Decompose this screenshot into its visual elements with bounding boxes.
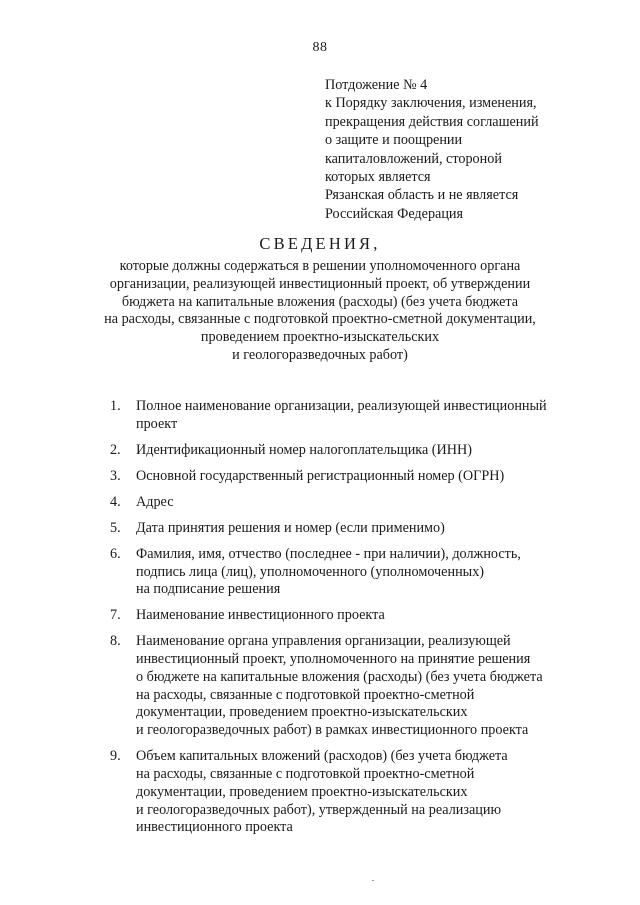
- list-item-line: и геологоразведочных работ) в рамках инвестиционного проекта: [136, 722, 529, 739]
- list-item-line: подпись лица (лиц), уполномоченного (уполномоченных): [136, 563, 485, 580]
- appendix-line: которых является: [325, 169, 431, 186]
- list-item: [110, 494, 540, 512]
- list-item: [110, 520, 540, 538]
- list-item-line: на расходы, связанные с подготовкой проектно-сметной: [136, 686, 475, 703]
- scan-mark: [372, 880, 374, 881]
- subtitle-line: которые должны содержаться в решении уполномоченного органа: [119, 258, 521, 274]
- list-item-line: Идентификационный номер налогоплательщика (ИНН): [136, 441, 472, 458]
- document-subtitle: [0, 258, 640, 365]
- list-item-text: [136, 494, 540, 512]
- list-item-line: Дата принятия решения и номер (если применимо): [136, 519, 445, 536]
- list-item-line: Наименование органа управления организации, реализующей: [136, 633, 511, 650]
- list-item-text: [136, 398, 547, 434]
- list-item: [110, 442, 540, 460]
- list-item-line: проект: [136, 415, 178, 432]
- appendix-line: Потдожение № 4: [325, 77, 428, 93]
- list-item: [110, 468, 540, 486]
- subtitle-line: организации, реализующей инвестиционный проект, об утверждении: [109, 275, 531, 292]
- list-item-number: 8.: [110, 633, 121, 650]
- list-item-text: [136, 607, 540, 625]
- list-item-line: Наименование инвестиционного проекта: [136, 607, 385, 624]
- list-item-number: 3.: [110, 467, 121, 484]
- list-item: [110, 607, 540, 625]
- list-item-line: документации, проведением проектно-изыскательских: [136, 783, 468, 800]
- list-item-line: Основной государственный регистрационный номер (ОГРН): [136, 467, 505, 484]
- list-item-number: 6.: [110, 545, 121, 562]
- appendix-header: [325, 76, 625, 223]
- list-item-number: 5.: [110, 519, 121, 536]
- list-item-text: [136, 633, 543, 740]
- appendix-line: о защите и поощрении: [325, 132, 463, 149]
- subtitle-line: и геологоразведочных работ): [232, 346, 408, 363]
- list-item-text: [136, 546, 540, 599]
- appendix-line: Российская Федерация: [325, 205, 464, 222]
- list-item-line: о бюджете на капитальные вложения (расходы) (без учета бюджета: [136, 668, 543, 685]
- list-item-line: Объем капитальных вложений (расходов) (без учета бюджета: [136, 748, 508, 765]
- list-item-text: [136, 748, 540, 837]
- document-title: СВЕДЕНИЯ,: [259, 234, 381, 253]
- appendix-line: прекращения действия соглашений: [325, 113, 539, 130]
- list-item-line: на подписание решения: [136, 581, 281, 598]
- list-item-number: 7.: [110, 607, 121, 624]
- list-item: [110, 398, 547, 434]
- list-item-number: 2.: [110, 441, 121, 458]
- appendix-line: Рязанская область и не является: [325, 187, 519, 204]
- appendix-line: к Порядку заключения, изменения,: [325, 95, 537, 112]
- list-item-text: [136, 442, 540, 460]
- list-item-line: инвестиционный проект, уполномоченного на принятие решения: [136, 651, 531, 668]
- appendix-line: капиталовложений, стороной: [325, 150, 502, 167]
- list-item-line: на расходы, связанные с подготовкой проектно-сметной: [136, 766, 475, 783]
- list-item-number: 4.: [110, 493, 121, 510]
- list-item-line: Адрес: [136, 493, 174, 510]
- list-item: [110, 546, 540, 599]
- page-number: 88: [312, 40, 328, 55]
- subtitle-line: проведением проектно-изыскательских: [200, 329, 440, 346]
- numbered-list: [110, 398, 547, 845]
- subtitle-line: бюджета на капитальные вложения (расходы) (без учета бюджета: [121, 293, 519, 310]
- list-item-line: и геологоразведочных работ), утвержденный на реализацию: [136, 801, 502, 818]
- list-item-text: [136, 468, 540, 486]
- list-item-line: Полное наименование организации, реализующей инвестиционный: [136, 398, 547, 414]
- list-item-text: [136, 520, 540, 538]
- list-item-number: 1.: [110, 398, 121, 414]
- list-item: [110, 748, 540, 837]
- list-item-line: инвестиционного проекта: [136, 819, 293, 836]
- list-item-line: документации, проведением проектно-изыскательских: [136, 704, 468, 721]
- list-item-number: 9.: [110, 748, 121, 765]
- list-item: [110, 633, 543, 740]
- list-item-line: Фамилия, имя, отчество (последнее - при наличии), должность,: [136, 545, 521, 562]
- subtitle-line: на расходы, связанные с подготовкой проектно-сметной документации,: [104, 311, 536, 328]
